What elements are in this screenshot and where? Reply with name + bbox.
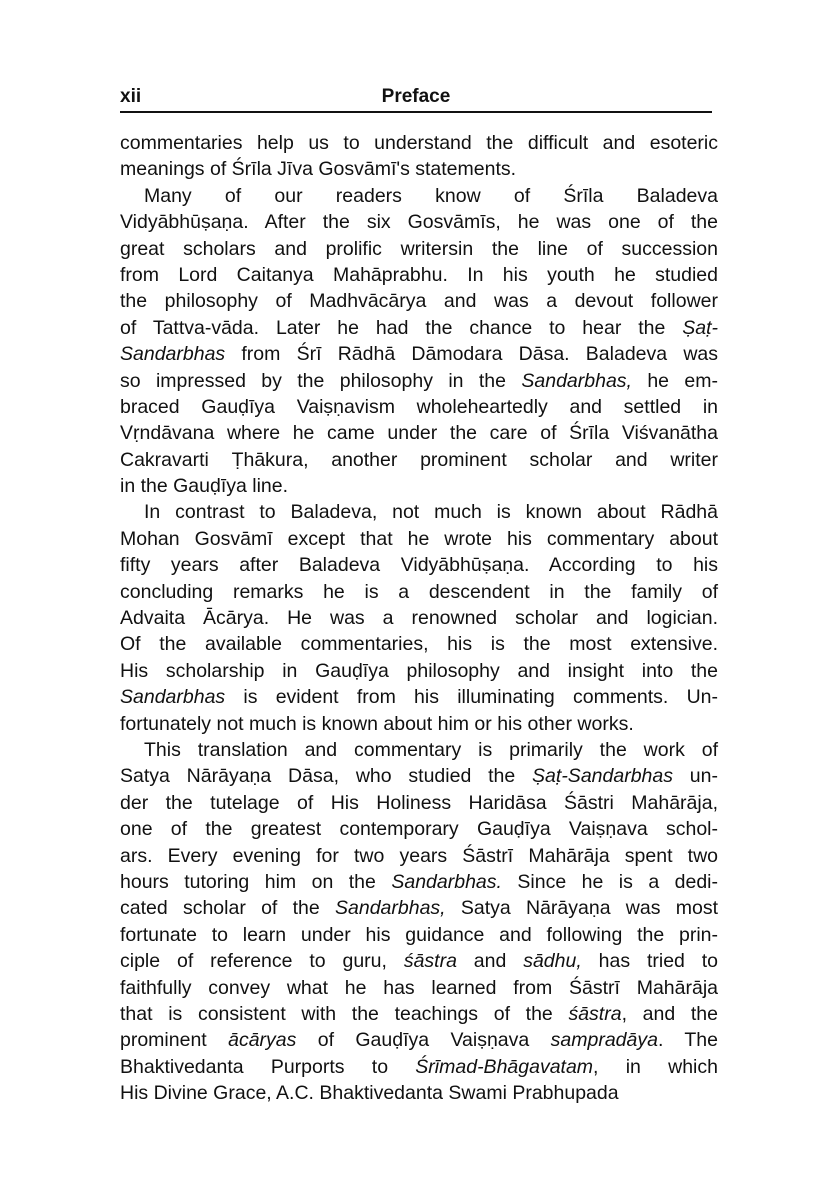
text-run: śāstra <box>568 1002 622 1025</box>
text-run: Sandarbhas. <box>391 870 502 893</box>
text-run: ciple of reference to guru, <box>120 950 404 973</box>
text-run: , in which <box>593 1055 718 1078</box>
text-line <box>120 1027 718 1053</box>
text-run: braced Gauḍīya Vaiṣṇavism wholeheartedly and settled in <box>120 395 718 418</box>
text-run: sampradāya <box>550 1029 658 1052</box>
text-run: Bhaktivedanta Purports to <box>120 1055 416 1078</box>
text-run: der the tutelage of His Holiness Haridāsa Śāstri Mahārāja, <box>120 791 718 814</box>
text-run: ācāryas <box>228 1029 297 1052</box>
text-run: fortunate to learn under his guidance and following the prin- <box>120 923 718 946</box>
text-line <box>120 869 718 895</box>
text-run: Advaita Ācārya. He was a renowned scholar and logician. <box>120 607 718 630</box>
text-run: Vṛndāvana where he came under the care of Śrīla Viśvanātha <box>120 422 718 445</box>
text-line <box>120 236 718 262</box>
text-line <box>120 209 718 235</box>
text-line <box>120 631 718 657</box>
header-rule <box>120 111 712 113</box>
page-number: xii <box>120 86 142 107</box>
text-run: concluding remarks he is a descendent in the family of <box>120 580 718 603</box>
text-run: śāstra <box>403 950 457 973</box>
text-run: In contrast to Baladeva, not much is known about Rādhā <box>144 501 718 524</box>
text-line <box>120 684 718 710</box>
text-run: of Tattva-vāda. Later he had the chance to hear the <box>120 316 683 339</box>
text-run: sādhu, <box>523 950 582 973</box>
text-line <box>120 394 718 420</box>
text-run: ars. Every evening for two years Śāstrī Mahārāja spent two <box>120 844 718 867</box>
text-run: fortunately not much is known about him or his other works. <box>120 712 634 735</box>
text-run: Satya Nārāyaṇa Dāsa, who studied the <box>120 765 533 788</box>
text-run: Since he is a dedi- <box>501 870 718 893</box>
text-run: cated scholar of the <box>120 897 335 920</box>
text-run: Cakravarti Ṭhākura, another prominent scholar and writer <box>120 448 718 471</box>
text-line <box>120 579 718 605</box>
text-line <box>120 183 718 209</box>
text-run: Sandarbhas, <box>335 897 446 920</box>
text-run: , and the <box>621 1002 718 1025</box>
text-line <box>120 526 718 552</box>
text-run: hours tutoring him on the <box>120 870 392 893</box>
text-line <box>120 1080 718 1106</box>
text-run: Vidyābhūṣaṇa. After the six Gosvāmīs, he was one of the <box>120 211 718 234</box>
text-run: and <box>456 950 524 973</box>
text-line <box>120 473 718 499</box>
text-run: the philosophy of Madhvācārya and was a devout follower <box>120 290 718 313</box>
text-line <box>120 288 718 314</box>
text-line <box>120 156 718 182</box>
text-run: His Divine Grace, A.C. Bhaktivedanta Swami Prabhupada <box>120 1082 619 1105</box>
text-run: meanings of Śrīla Jīva Gosvāmī's statements. <box>120 158 517 181</box>
text-line <box>120 975 718 1001</box>
text-line <box>120 816 718 842</box>
text-run: so impressed by the philosophy in the <box>120 369 522 392</box>
text-line <box>120 1001 718 1027</box>
text-run: is evident from his illuminating comments. Un- <box>225 686 718 709</box>
text-run: from Lord Caitanya Mahāprabhu. In his youth he studied <box>120 263 718 286</box>
text-line <box>120 130 718 156</box>
text-run: Satya Nārāyaṇa was most <box>445 897 718 920</box>
text-line <box>120 499 718 525</box>
text-run: in the Gauḍīya line. <box>120 475 289 498</box>
text-run: Sandarbhas <box>120 686 226 709</box>
text-line <box>120 948 718 974</box>
text-line <box>120 737 718 763</box>
text-run: Śrīmad-Bhāgavatam <box>415 1055 594 1078</box>
text-run: Many of our readers know of Śrīla Baladeva <box>144 184 718 207</box>
text-run: Of the available commentaries, his is the most extensive. <box>120 633 718 656</box>
text-run: faithfully convey what he has learned from Śāstrī Mahārāja <box>120 976 718 999</box>
text-run: Sandarbhas, <box>521 369 632 392</box>
text-run: un- <box>672 765 718 788</box>
text-run: great scholars and prolific writersin the line of succession <box>120 237 718 260</box>
text-line <box>120 790 718 816</box>
text-run: fifty years after Baladeva Vidyābhūṣaṇa. According to his <box>120 554 718 577</box>
text-line <box>120 552 718 578</box>
text-line <box>120 368 718 394</box>
text-line <box>120 262 718 288</box>
text-run: Ṣaṭ-Sandarbhas <box>532 765 673 788</box>
text-run: His scholarship in Gauḍīya philosophy and insight into the <box>120 659 718 682</box>
text-line <box>120 895 718 921</box>
text-line <box>120 315 718 341</box>
text-run: has tried to <box>581 950 719 973</box>
text-line <box>120 1054 718 1080</box>
text-run: Mohan Gosvāmī except that he wrote his commentary about <box>120 527 718 550</box>
text-run: . The <box>657 1029 718 1052</box>
text-line <box>120 763 718 789</box>
text-run: that is consistent with the teachings of the <box>120 1002 569 1025</box>
text-line <box>120 447 718 473</box>
page-header <box>120 86 712 110</box>
text-line <box>120 605 718 631</box>
text-run: from Śrī Rādhā Dāmodara Dāsa. Baladeva was <box>225 343 718 366</box>
text-run: he em- <box>631 369 718 392</box>
body-text <box>120 130 718 1106</box>
text-run: prominent <box>120 1029 229 1052</box>
text-run: of Gauḍīya Vaiṣṇava <box>296 1029 551 1052</box>
text-line <box>120 922 718 948</box>
text-run: commentaries help us to understand the difficult and esoteric <box>120 132 718 154</box>
running-head: Preface <box>381 86 451 107</box>
text-line <box>120 420 718 446</box>
text-run: Sandarbhas <box>120 343 226 366</box>
text-run: one of the greatest contemporary Gauḍīya Vaiṣṇava schol- <box>120 818 718 841</box>
text-line <box>120 843 718 869</box>
text-line <box>120 341 718 367</box>
text-line <box>120 658 718 684</box>
text-run: This translation and commentary is primarily the work of <box>144 738 718 761</box>
text-run: Ṣaṭ- <box>682 316 718 339</box>
text-line <box>120 711 718 737</box>
